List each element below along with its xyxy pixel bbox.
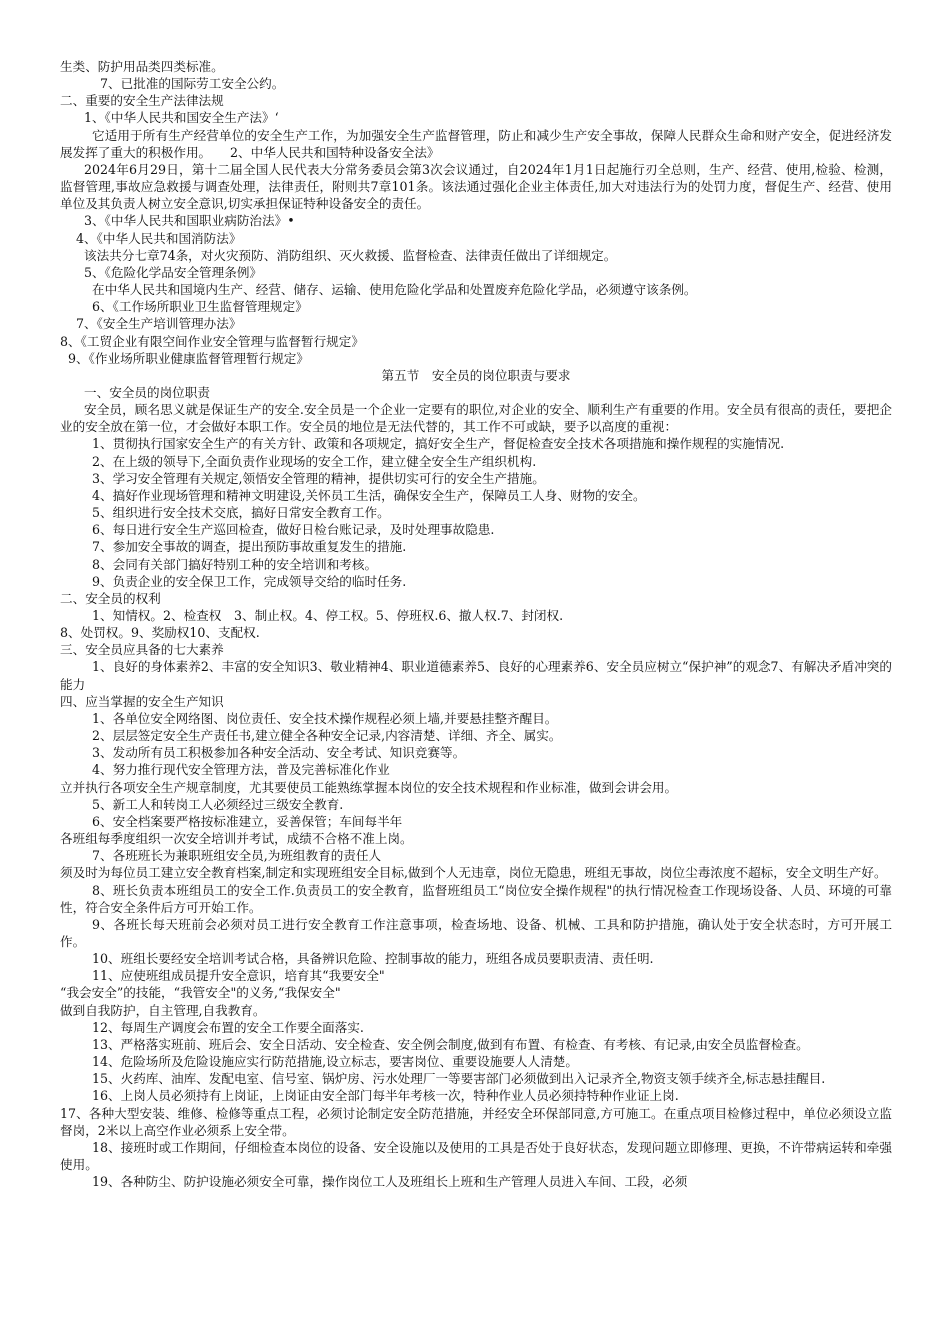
text-paragraph: 14、危险场所及危险设施应实行防范措施,设立标志，要害岗位、重要设施要人人清楚。 <box>92 1054 578 1070</box>
text-paragraph: 2、层层签定安全生产责任书,建立健全各种安全记录,内容清楚、详细、齐全、属实。 <box>92 728 562 744</box>
text-paragraph: 须及时为每位员工建立安全教育档案,制定和实现班组安全目标,做到个人无违章，岗位无隐患，班组无事故，岗位尘毒浓度不超标，安全文明生产好。 <box>60 865 887 881</box>
text-paragraph: 1、《中华人民共和国安全生产法》‘ <box>84 110 279 126</box>
text-paragraph: 16、上岗人员必须持有上岗证，上岗证由安全部门每半年考核一次，特种作业人员必须持特种作业证上岗. <box>92 1088 679 1104</box>
text-paragraph: 9、负责企业的安全保卫工作，完成领导交给的临时任务. <box>92 573 407 589</box>
text-paragraph: 在中华人民共和国境内生产、经营、储存、运输、使用危险化学品和处置废弃危险化学品，必须遵守该条例。 <box>92 282 697 298</box>
text-paragraph: 18、接班时或工作期间，仔细检查本岗位的设备、安全设施以及使用的工具是否处于良好状态，发现问题立即修理、更换，不许带病运转和牵强使用。 <box>60 1139 892 1172</box>
text-paragraph: 4、搞好作业现场管理和精神文明建设,关怀员工生活，确保安全生产，保障员工人身、财物的安全。 <box>92 487 646 503</box>
text-paragraph: 二、重要的安全生产法律法规 <box>60 93 224 109</box>
text-paragraph: 10、班组长要经安全培训考试合格，具备辨识危险、控制事故的能力，班组各成员要职责清、责任明. <box>92 951 654 967</box>
text-paragraph: 9、《作业场所职业健康监督管理暂行规定》 <box>68 350 309 366</box>
text-paragraph: 三、安全员应具备的七大素养 <box>60 642 224 658</box>
text-paragraph: 4、努力推行现代安全管理方法，普及完善标准化作业 <box>92 762 390 778</box>
text-paragraph: 17、各种大型安装、维修、检修等重点工程，必须讨论制定安全防范措施，并经安全环保部同意,方可施工。在重点项目检修过程中，单位必须设立监督岗，2米以上高空作业必须系上安全带。 <box>60 1105 892 1138</box>
text-paragraph: 安全员，顾名思义就是保证生产的安全.安全员是一个企业一定要有的职位,对企业的安全、顺利生产有重要的作用。安全员有很高的责任，要把企业的安全放在第一位，才会做好本职工作。安全员的地位是无法代替的，其工作不可或缺，要予以高度的重视： <box>60 402 892 435</box>
section-heading: 第五节 安全员的岗位职责与要求 <box>381 367 571 383</box>
text-paragraph: 6、《工作场所职业卫生监督管理规定》 <box>92 299 308 315</box>
text-paragraph: 9、各班长每天班前会必须对员工进行安全教育工作注意事项，检查场地、设备、机械、工具和防护措施，确认处于安全状态时，方可开展工作。 <box>60 916 892 949</box>
text-paragraph: 13、严格落实班前、班后会、安全日活动、安全检查、安全例会制度,做到有布置、有检查、有考核、有记录,由安全员监督检查。 <box>92 1036 809 1052</box>
text-paragraph: 5、组织进行安全技术交底，搞好日常安全教育工作。 <box>92 505 390 521</box>
text-paragraph: 2024年6月29日，第十二届全国人民代表大分常务委员会第3次会议通过，自2024年1月1日起施行刃全总则，生产、经营、使用,检验、检测，监督管理,事故应急救援与调查处理，法律责任，附则共7章101条。该法通过强化企业主体责任,加大对违法行为的处罚力度，督促生产、经营、使用单位及其负责人树立安全意识,切实承担保证特种设备安全的责任。 <box>60 161 892 212</box>
text-paragraph: 19、各种防尘、防护设施必须安全可靠，操作岗位工人及班组长上班和生产管理人员进入车间、工段，必须 <box>92 1174 688 1190</box>
text-paragraph: 7、《安全生产培训管理办法》 <box>76 316 242 332</box>
text-paragraph: 该法共分七章74条，对火灾预防、消防组织、灭火救援、监督检查、法律责任做出了详细规定。 <box>84 247 617 263</box>
text-paragraph: 5、《危险化学品安全管理条例》 <box>84 264 263 280</box>
text-paragraph: 12、每周生产调度会布置的安全工作要全面落实. <box>92 1019 364 1035</box>
text-paragraph: 1、知情权。2、检查权 3、制止权。4、停工权。5、停班权.6、撤人权.7、封闭权. <box>92 608 564 623</box>
text-paragraph: 1、各单位安全网络图、岗位责任、安全技术操作规程必须上墙,并要悬挂整齐醒目。 <box>92 710 558 726</box>
text-paragraph: 生类、防护用品类四类标准。 <box>60 59 224 74</box>
text-paragraph: 8、会同有关部门搞好特别工种的安全培训和考核。 <box>92 556 378 572</box>
text-paragraph: 6、每日进行安全生产巡回检查，做好日检台账记录，及时处理事故隐患. <box>92 522 495 538</box>
text-paragraph: 四、应当掌握的安全生产知识 <box>60 693 224 709</box>
text-paragraph: 7、已批准的国际劳工安全公约。 <box>100 76 285 92</box>
text-paragraph: 5、新工人和转岗工人必须经过三级安全教育. <box>92 796 344 812</box>
text-paragraph: 15、火药库、油库、发配电室、信号室、锅炉房、污水处理厂一等要害部门必须做到出入记录齐全,物资支领手续齐全,标志悬挂醒目. <box>92 1071 826 1087</box>
text-paragraph: 3、《中华人民共和国职业病防治法》• <box>84 213 295 229</box>
text-paragraph: “我会安全”的技能，“我管安全"的义务,“我保安全" <box>60 985 341 1001</box>
text-paragraph: 2、在上级的领导下,全面负责作业现场的安全工作，建立健全安全生产组织机构. <box>92 453 537 469</box>
text-paragraph: 8、《工贸企业有限空间作业安全管理与监督暂行规定》 <box>60 333 364 349</box>
text-paragraph: 3、发动所有员工积极参加各种安全活动、安全考试、知识竞赛等。 <box>92 745 466 761</box>
text-paragraph: 7、各班班长为兼职班组安全员,为班组教育的责任人 <box>92 848 382 864</box>
text-paragraph: 立并执行各项安全生产规章制度，尤其要使员工能熟练掌握本岗位的安全技术规程和作业标准，做到会讲会用。 <box>60 779 678 795</box>
text-paragraph: 11、应使班组成员提升安全意识，培育其“我要安全" <box>92 968 385 984</box>
text-paragraph: 1、良好的身体素养2、丰富的安全知识3、敬业精神4、职业道德素养5、良好的心理素养6、安全员应树立“保护神”的观念7、有解决矛盾冲突的能力 <box>60 659 892 692</box>
text-paragraph: 7、参加安全事故的调查，提出预防事故重复发生的措施. <box>92 539 407 555</box>
text-paragraph: 8、处罚权。9、奖励权10、支配权. <box>60 625 260 641</box>
text-paragraph: 各班组每季度组织一次安全培训并考试，成绩不合格不准上岗。 <box>60 831 413 847</box>
text-paragraph: 二、安全员的权利 <box>60 590 161 606</box>
text-paragraph: 做到自我防护，自主管理,自我教育。 <box>60 1002 266 1018</box>
text-paragraph: 8、班长负责本班组员工的安全工作.负责员工的安全教育，监督班组员工“岗位安全操作规程"的执行情况检查工作现场设备、人员、环境的可靠性，符合安全条件后方可开始工作。 <box>60 882 892 915</box>
text-paragraph: 一、安全员的岗位职责 <box>84 384 210 400</box>
text-paragraph: 6、安全档案要严格按标准建立，妥善保管；车间每半年 <box>92 813 403 829</box>
text-paragraph: 它适用于所有生产经营单位的安全生产工作，为加强安全生产监督管理，防止和减少生产安全事故，保障人民群众生命和财产安全，促进经济发展发挥了重大的积极作用。 2、中华人民共和国特种设备安全法》 <box>60 127 892 160</box>
text-paragraph: 3、学习安全管理有关规定,领悟安全管理的精神，提供切实可行的安全生产措施。 <box>92 470 545 486</box>
text-paragraph: 4、《中华人民共和国消防法》 <box>76 230 242 246</box>
document-page <box>60 58 892 1190</box>
text-paragraph: 1、贯彻执行国家安全生产的有关方针、政策和各项规定，搞好安全生产，督促检查安全技术各项措施和操作规程的实施情况. <box>92 436 785 452</box>
